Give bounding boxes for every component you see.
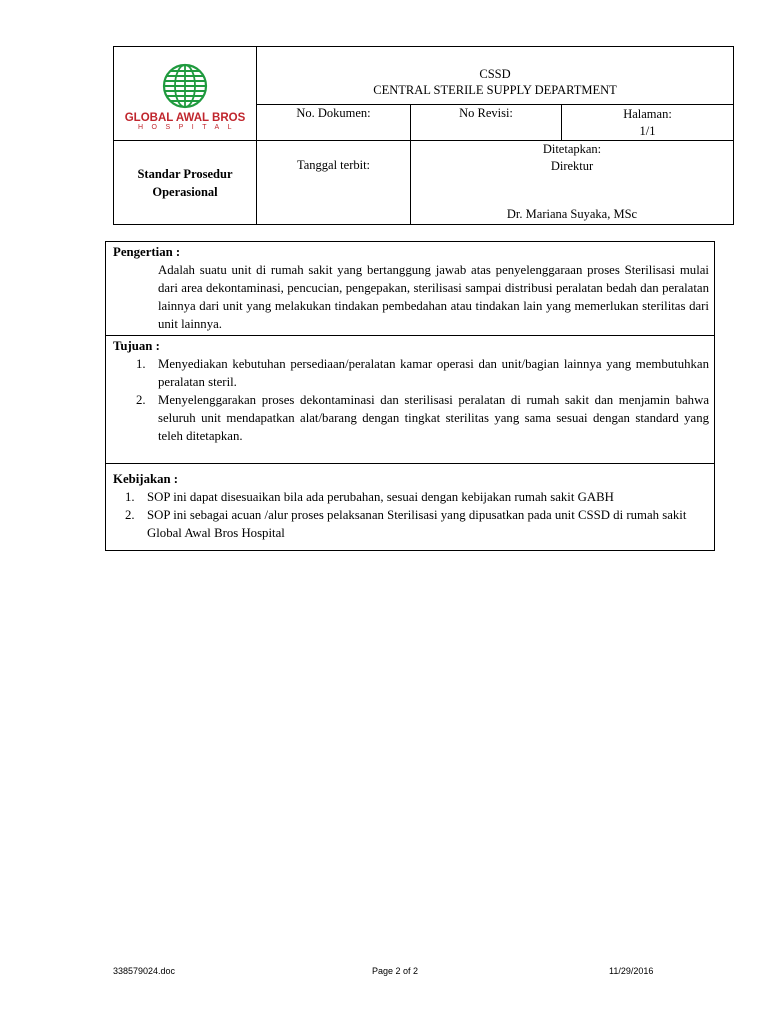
- globe-logo-icon: [157, 62, 213, 110]
- tujuan-section: [106, 336, 714, 464]
- halaman-label: Halaman:: [623, 107, 672, 121]
- kebijakan-section: [106, 464, 714, 550]
- list-item-text: SOP ini dapat disesuaikan bila ada perubahan, sesuai dengan kebijakan rumah sakit GABH: [147, 490, 614, 504]
- list-item-text: Menyediakan kebutuhan persediaan/peralatan kamar operasi dan unit/bagian lainnya yang membutuhkan peralatan steril.: [158, 357, 709, 389]
- halaman-cell: [562, 105, 734, 141]
- no-dokumen-cell: [257, 105, 411, 141]
- ditetapkan-role: Direktur: [550, 159, 594, 173]
- pengertian-heading: Pengertian :: [113, 245, 181, 259]
- footer-page-number: Page 2 of 2: [372, 966, 419, 976]
- no-dokumen-label: No. Dokumen:: [296, 106, 371, 120]
- list-item: [113, 391, 709, 445]
- document-header-table: [113, 46, 734, 225]
- list-item-number: 2.: [136, 393, 146, 407]
- list-item-number: 2.: [125, 508, 135, 522]
- halaman-value: 1/1: [639, 124, 656, 138]
- sop-line-2: Operasional: [152, 184, 218, 199]
- tanggal-terbit-cell: [257, 141, 411, 225]
- signatory-name: Dr. Mariana Suyaka, MSc: [506, 207, 638, 221]
- list-item-number: 1.: [125, 490, 135, 504]
- ditetapkan-cell: [411, 141, 734, 225]
- list-item-number: 1.: [136, 357, 146, 371]
- tujuan-list: [113, 355, 709, 445]
- list-item-text: Menyelenggarakan proses dekontaminasi dan sterilisasi peralatan di rumah sakit dan menjamin bahwa seluruh unit mendapatkan alat/barang dengan tingkat sterilitas yang sama sesuai dengan standard yang teleh ditetapkan.: [158, 393, 709, 443]
- no-revisi-cell: [411, 105, 562, 141]
- hospital-logo: [114, 56, 256, 131]
- list-item: [113, 355, 709, 391]
- logo-cell: [114, 47, 257, 141]
- logo-brand-text: GLOBAL AWAL BROS: [124, 112, 246, 124]
- list-item: [113, 488, 709, 506]
- list-item-text: SOP ini sebagai acuan /alur proses pelaksanan Sterilisasi yang dipusatkan pada unit CSSD di rumah sakit Global Awal Bros Hospital: [147, 508, 687, 540]
- ditetapkan-label: Ditetapkan:: [542, 142, 602, 156]
- pengertian-section: [106, 242, 714, 336]
- tujuan-heading: Tujuan :: [113, 339, 160, 353]
- kebijakan-list: [113, 488, 709, 542]
- title-line-2: CENTRAL STERILE SUPPLY DEPARTMENT: [373, 83, 617, 97]
- kebijakan-heading: Kebijakan :: [113, 472, 179, 486]
- logo-sub-text: HOSPITAL: [137, 124, 241, 131]
- list-item: [113, 506, 709, 542]
- tanggal-terbit-label: Tanggal terbit:: [296, 158, 371, 172]
- document-title-cell: [257, 47, 734, 105]
- no-revisi-label: No Revisi:: [459, 106, 513, 120]
- footer-date: 11/29/2016: [609, 966, 654, 976]
- sop-content-box: [105, 241, 715, 551]
- sop-line-1: Standar Prosedur: [137, 166, 233, 181]
- footer-filename: 338579024.doc: [113, 966, 176, 976]
- sop-title-cell: [114, 141, 257, 225]
- title-line-1: CSSD: [479, 67, 511, 81]
- pengertian-text: Adalah suatu unit di rumah sakit yang bertanggung jawab atas penyelenggaraan proses Sterilisasi mulai dari area dekontaminasi, pencucian, pengepakan, sterilisasi sampai distribusi peralatan bedah dan peralatan lainnya dari unit yang melakukan tindakan pembedahan atau tindakan lain yang memerlukan sterilitas dari unit lainnya.: [158, 263, 709, 331]
